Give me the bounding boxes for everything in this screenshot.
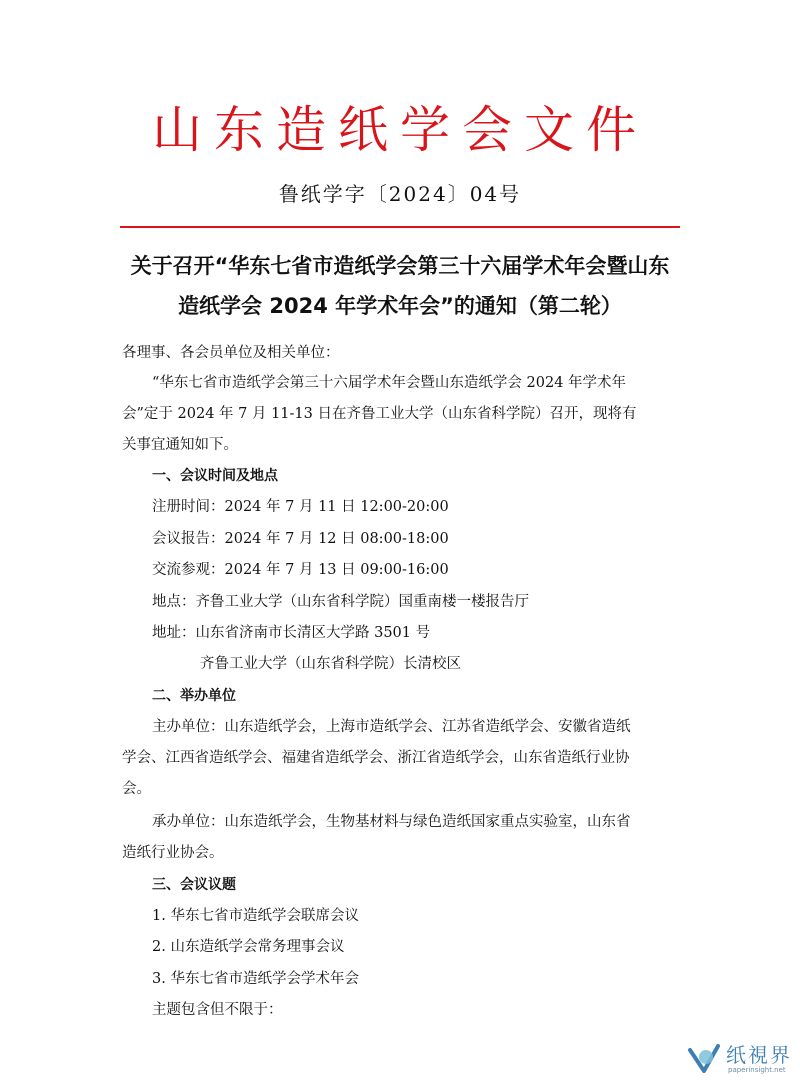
watermark-brand: 纸視界 bbox=[726, 1043, 792, 1067]
section-2-heading: 二、举办单位 bbox=[152, 688, 236, 704]
section-1-item: 注册时间：2024 年 7 月 11 日 12:00-20:00 bbox=[152, 499, 449, 515]
paperinsight-watermark bbox=[682, 1036, 792, 1080]
topics-intro: 主题包含但不限于： bbox=[152, 1002, 283, 1018]
section-1-item: 交流参观：2024 年 7 月 13 日 09:00-16:00 bbox=[152, 562, 449, 578]
salutation: 各理事、各会员单位及相关单位： bbox=[122, 345, 340, 361]
organizer-line-1: 承办单位：山东造纸学会，生物基材料与绿色造纸国家重点实验室，山东省 bbox=[152, 814, 631, 830]
section-3-item: 3. 华东七省市造纸学会学术年会 bbox=[152, 971, 359, 987]
organizer-line-2: 造纸行业协会。 bbox=[122, 845, 224, 861]
section-1-item: 齐鲁工业大学（山东省科学院）长清校区 bbox=[200, 656, 461, 672]
section-1-item: 地址：山东省济南市长清区大学路 3501 号 bbox=[152, 625, 431, 641]
section-1-item: 会议报告：2024 年 7 月 12 日 08:00-18:00 bbox=[152, 531, 449, 547]
section-1-heading: 一、会议时间及地点 bbox=[152, 468, 278, 484]
section-3-item: 2. 山东造纸学会常务理事会议 bbox=[152, 939, 345, 955]
section-1-item: 地点：齐鲁工业大学（山东省科学院）国重南楼一楼报告厅 bbox=[152, 594, 529, 610]
notice-title-line-2: 造纸学会 2024 年学术年会”的通知（第二轮） bbox=[178, 294, 622, 318]
intro-line-1: “华东七省市造纸学会第三十六届学术年会暨山东造纸学会 2024 年学术年 bbox=[152, 375, 627, 391]
host-line-1: 主办单位：山东造纸学会，上海市造纸学会、江苏省造纸学会、安徽省造纸 bbox=[152, 719, 631, 735]
notice-title bbox=[100, 246, 700, 326]
watermark-url: paperinsight.net bbox=[728, 1066, 786, 1074]
section-3-item: 1. 华东七省市造纸学会联席会议 bbox=[152, 908, 359, 924]
section-3-heading: 三、会议议题 bbox=[152, 877, 236, 893]
intro-line-2: 会”定于 2024 年 7 月 11-13 日在齐鲁工业大学（山东省科学院）召开，现将有 bbox=[122, 406, 637, 422]
document-header-title: 山东造纸学会文件 bbox=[152, 101, 648, 159]
notice-title-line-1: 关于召开“华东七省市造纸学会第三十六届学术年会暨山东 bbox=[130, 254, 670, 278]
red-divider-line bbox=[120, 226, 680, 228]
host-line-3: 会。 bbox=[122, 781, 151, 797]
host-line-2: 学会、江西省造纸学会、福建省造纸学会、浙江省造纸学会，山东省造纸行业协 bbox=[122, 750, 630, 766]
document-number: 鲁纸学字〔2024〕04号 bbox=[278, 182, 522, 206]
intro-line-3: 关事宜通知如下。 bbox=[122, 437, 238, 453]
paperinsight-logo-icon bbox=[684, 1038, 724, 1078]
